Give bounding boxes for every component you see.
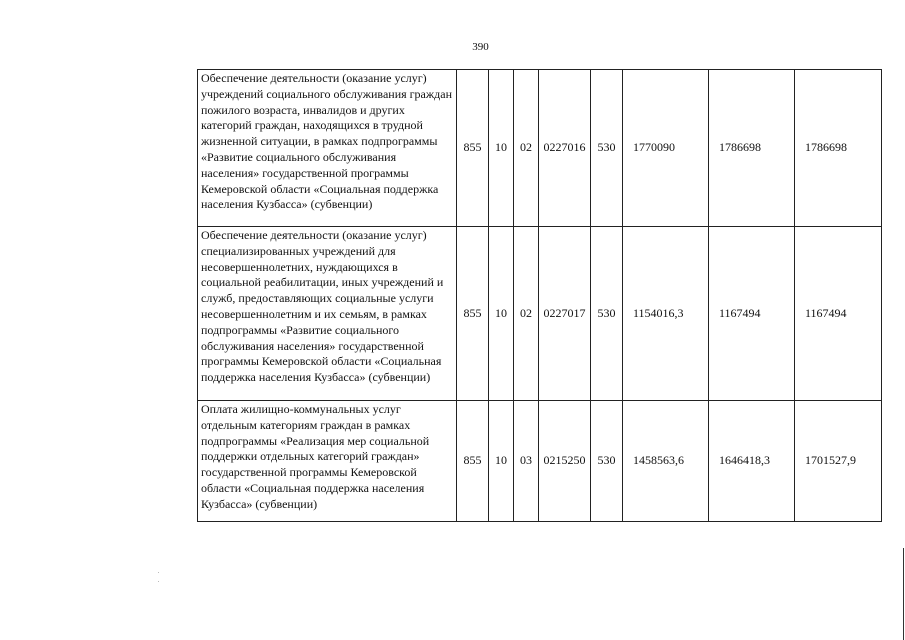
table-row <box>198 227 882 401</box>
amount-year1: 1154016,3 <box>623 227 709 401</box>
ministry-code: 855 <box>457 227 489 401</box>
amount-year2: 1646418,3 <box>709 401 795 522</box>
ministry-code: 855 <box>457 401 489 522</box>
amount-year3: 1167494 <box>795 227 882 401</box>
target-code: 0215250 <box>539 401 591 522</box>
row-description: Обеспечение деятельности (оказание услуг) учреждений социального обслуживания граждан пожилого возраста, инвалидов и других категорий граждан, находящихся в трудной жизненной ситуации, в рамках подпрограммы «Развитие социального обслуживания населения» государственной программы Кемеровской области «Социальная поддержка населения Кузбасса» (субвенции) <box>198 70 457 227</box>
target-code: 0227017 <box>539 227 591 401</box>
row-description: Обеспечение деятельности (оказание услуг) специализированных учреждений для несовершеннолетних, нуждающихся в социальной реабилитации, иных учреждений и служб, предоставляющих социальные услуги несовершеннолетним и их семьям, в рамках подпрограммы «Развитие социального обслуживания населения» государственной программы Кемеровской области «Социальная поддержка населения Кузбасса» (субвенции) <box>198 227 457 401</box>
subsection-code: 02 <box>514 70 539 227</box>
subsection-code: 03 <box>514 401 539 522</box>
expense-type-code: 530 <box>591 70 623 227</box>
ministry-code: 855 <box>457 70 489 227</box>
page-number: 390 <box>472 41 489 53</box>
section-code: 10 <box>489 401 514 522</box>
amount-year3: 1786698 <box>795 70 882 227</box>
expense-type-code: 530 <box>591 227 623 401</box>
row-description: Оплата жилищно-коммунальных услуг отдельным категориям граждан в рамках подпрограммы «Реализация мер социальной поддержки отдельных категорий граждан» государственной программы Кемеровской области «Социальная поддержка населения Кузбасса» (субвенции) <box>198 401 457 522</box>
section-code: 10 <box>489 227 514 401</box>
amount-year1: 1770090 <box>623 70 709 227</box>
subsection-code: 02 <box>514 227 539 401</box>
scan-speck <box>158 581 159 582</box>
budget-table <box>197 69 882 522</box>
amount-year3: 1701527,9 <box>795 401 882 522</box>
scan-speck <box>158 572 159 573</box>
target-code: 0227016 <box>539 70 591 227</box>
table-row <box>198 70 882 227</box>
table-row <box>198 401 882 522</box>
expense-type-code: 530 <box>591 401 623 522</box>
amount-year1: 1458563,6 <box>623 401 709 522</box>
amount-year2: 1786698 <box>709 70 795 227</box>
section-code: 10 <box>489 70 514 227</box>
scan-edge-line <box>903 548 904 640</box>
amount-year2: 1167494 <box>709 227 795 401</box>
